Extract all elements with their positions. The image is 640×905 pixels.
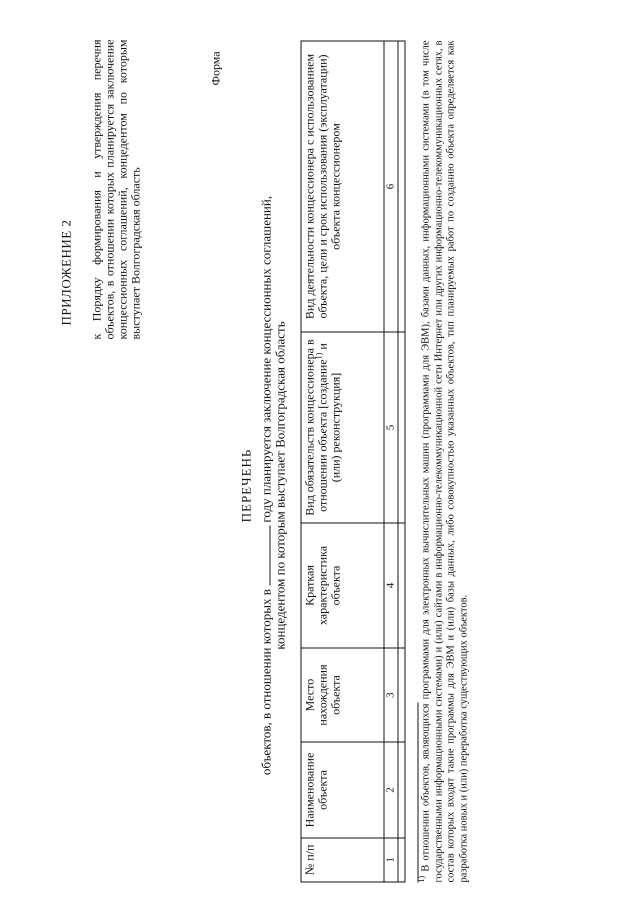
footnote-text: В отношении объектов, являющихся программами для электронных вычислительных машин (программами для ЭВМ), базами данных, информационными системами (в том числе государственными информационными системами) и (или) сайтами в информационно-телекоммуникационной сети Интернет или других информационно-телекоммуникационных сетях, в состав которых входят такие программы для ЭВМ и (или) базы данных, либо совокупностью указанных объектов, тип планируемых работ по созданию объекта определяется как разработка новых и (или) переработка существующих объектов. <box>420 39 469 882</box>
header-characteristics: Краткая характеристика объекта <box>301 523 384 648</box>
form-label: Форма <box>208 50 222 85</box>
footnote-mark: 1) <box>416 875 426 882</box>
header-name: Наименование объекта <box>301 742 384 838</box>
header-obligations-rest: и (или) реконструкция] <box>315 342 342 482</box>
column-number-5: 5 <box>384 332 398 523</box>
header-location: Место нахождения объекта <box>301 647 384 741</box>
appendix-title: ПРИЛОЖЕНИЕ 2 <box>58 219 73 325</box>
header-obligations <box>301 332 384 523</box>
table-header-row <box>301 41 384 882</box>
column-number-3: 3 <box>384 647 398 741</box>
year-blank <box>258 525 270 585</box>
objects-table <box>300 40 405 882</box>
column-number-4: 4 <box>384 523 398 648</box>
empty-cell <box>398 647 405 741</box>
table-number-row <box>384 41 398 882</box>
table-empty-row <box>398 41 405 882</box>
empty-cell <box>398 742 405 838</box>
header-number: № п/п <box>301 837 384 881</box>
empty-cell <box>398 332 405 523</box>
footnote-reference: 1) <box>314 352 323 359</box>
footnote-divider <box>417 702 418 882</box>
header-activity: Вид деятельности концессионера с использованием объекта, цели и срок использования (эксплуатации) объекта концессионером <box>301 41 384 332</box>
empty-cell <box>398 837 405 881</box>
subtitle-part-2: году планируется заключение концессионных соглашений, <box>258 195 273 523</box>
subtitle-part-1: объектов, в отношении которых в <box>258 588 273 775</box>
document-title: ПЕРЕЧЕНЬ <box>238 448 253 522</box>
appendix-description: к Порядку формирования и утверждения перечня объектов, в отношении которых планируется заключение концессионных соглашений, концедентом по которым выступает Волгоградская область <box>89 39 142 339</box>
subtitle-line-2: концедентом по которым выступает Волгоградская область <box>272 320 287 650</box>
empty-cell <box>398 523 405 648</box>
column-number-2: 2 <box>384 742 398 838</box>
column-number-6: 6 <box>384 41 398 332</box>
document-subtitle <box>258 185 287 785</box>
column-number-1: 1 <box>384 837 398 881</box>
header-obligations-text: Вид обязательств концессионера в отношении объекта [создание <box>302 338 329 516</box>
footnote <box>416 39 470 882</box>
empty-cell <box>398 41 405 332</box>
